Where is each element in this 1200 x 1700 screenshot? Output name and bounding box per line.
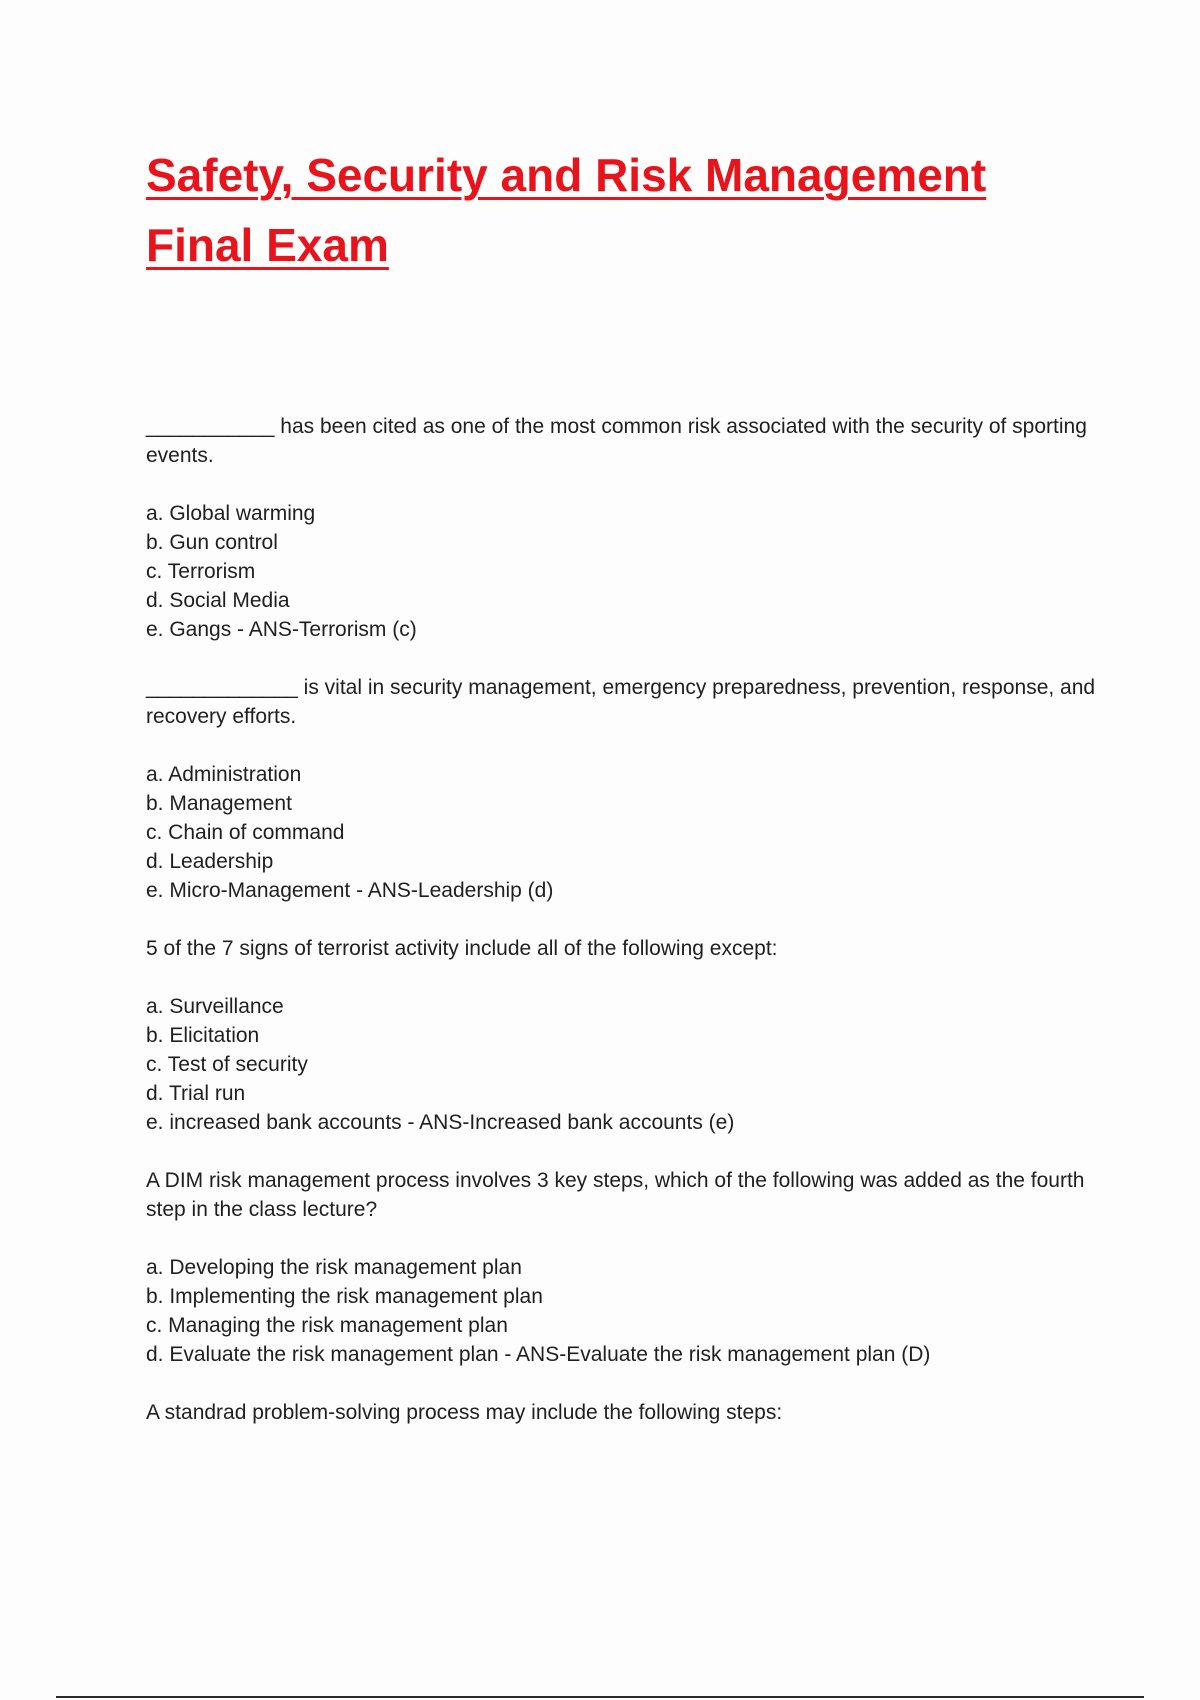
option: c. Terrorism: [146, 560, 256, 583]
option: c. Chain of command: [146, 821, 345, 844]
option: a. Developing the risk management plan: [146, 1256, 522, 1279]
option: e. Micro-Management - ANS-Leadership (d): [146, 879, 554, 902]
question-3: 5 of the 7 signs of terrorist activity include all of the following except:: [146, 937, 778, 960]
option: d. Social Media: [146, 589, 290, 612]
exam-content: [146, 412, 1096, 1456]
question-2: _____________ is vital in security management, emergency preparedness, prevention, response, and recovery efforts.: [146, 676, 1096, 728]
option: b. Gun control: [146, 531, 278, 554]
title-line-1: Safety, Security and Risk Management: [146, 149, 987, 201]
document-title: [146, 140, 1106, 280]
option: e. increased bank accounts - ANS-Increased bank accounts (e): [146, 1111, 735, 1134]
option: b. Implementing the risk management plan: [146, 1285, 543, 1308]
option: b. Management: [146, 792, 292, 815]
question-2-options: [146, 760, 1096, 905]
title-line-2: Final Exam: [146, 219, 389, 271]
question-1: ___________ has been cited as one of the most common risk associated with the security of sporting events.: [146, 415, 1087, 467]
option: a. Surveillance: [146, 995, 284, 1018]
option: a. Administration: [146, 763, 302, 786]
question-1-options: [146, 499, 1096, 644]
option: a. Global warming: [146, 502, 316, 525]
page-bottom-divider: [56, 1696, 1144, 1698]
question-5: A standrad problem-solving process may include the following steps:: [146, 1401, 783, 1424]
option: e. Gangs - ANS-Terrorism (c): [146, 618, 417, 641]
option: b. Elicitation: [146, 1024, 260, 1047]
option: c. Managing the risk management plan: [146, 1314, 508, 1337]
option: c. Test of security: [146, 1053, 308, 1076]
option: d. Trial run: [146, 1082, 246, 1105]
question-4: A DIM risk management process involves 3 key steps, which of the following was added as the fourth step in the class lecture?: [146, 1169, 1085, 1221]
question-3-options: [146, 992, 1096, 1137]
option: d. Leadership: [146, 850, 274, 873]
question-4-options: [146, 1253, 1096, 1369]
option: d. Evaluate the risk management plan - ANS-Evaluate the risk management plan (D): [146, 1343, 931, 1366]
